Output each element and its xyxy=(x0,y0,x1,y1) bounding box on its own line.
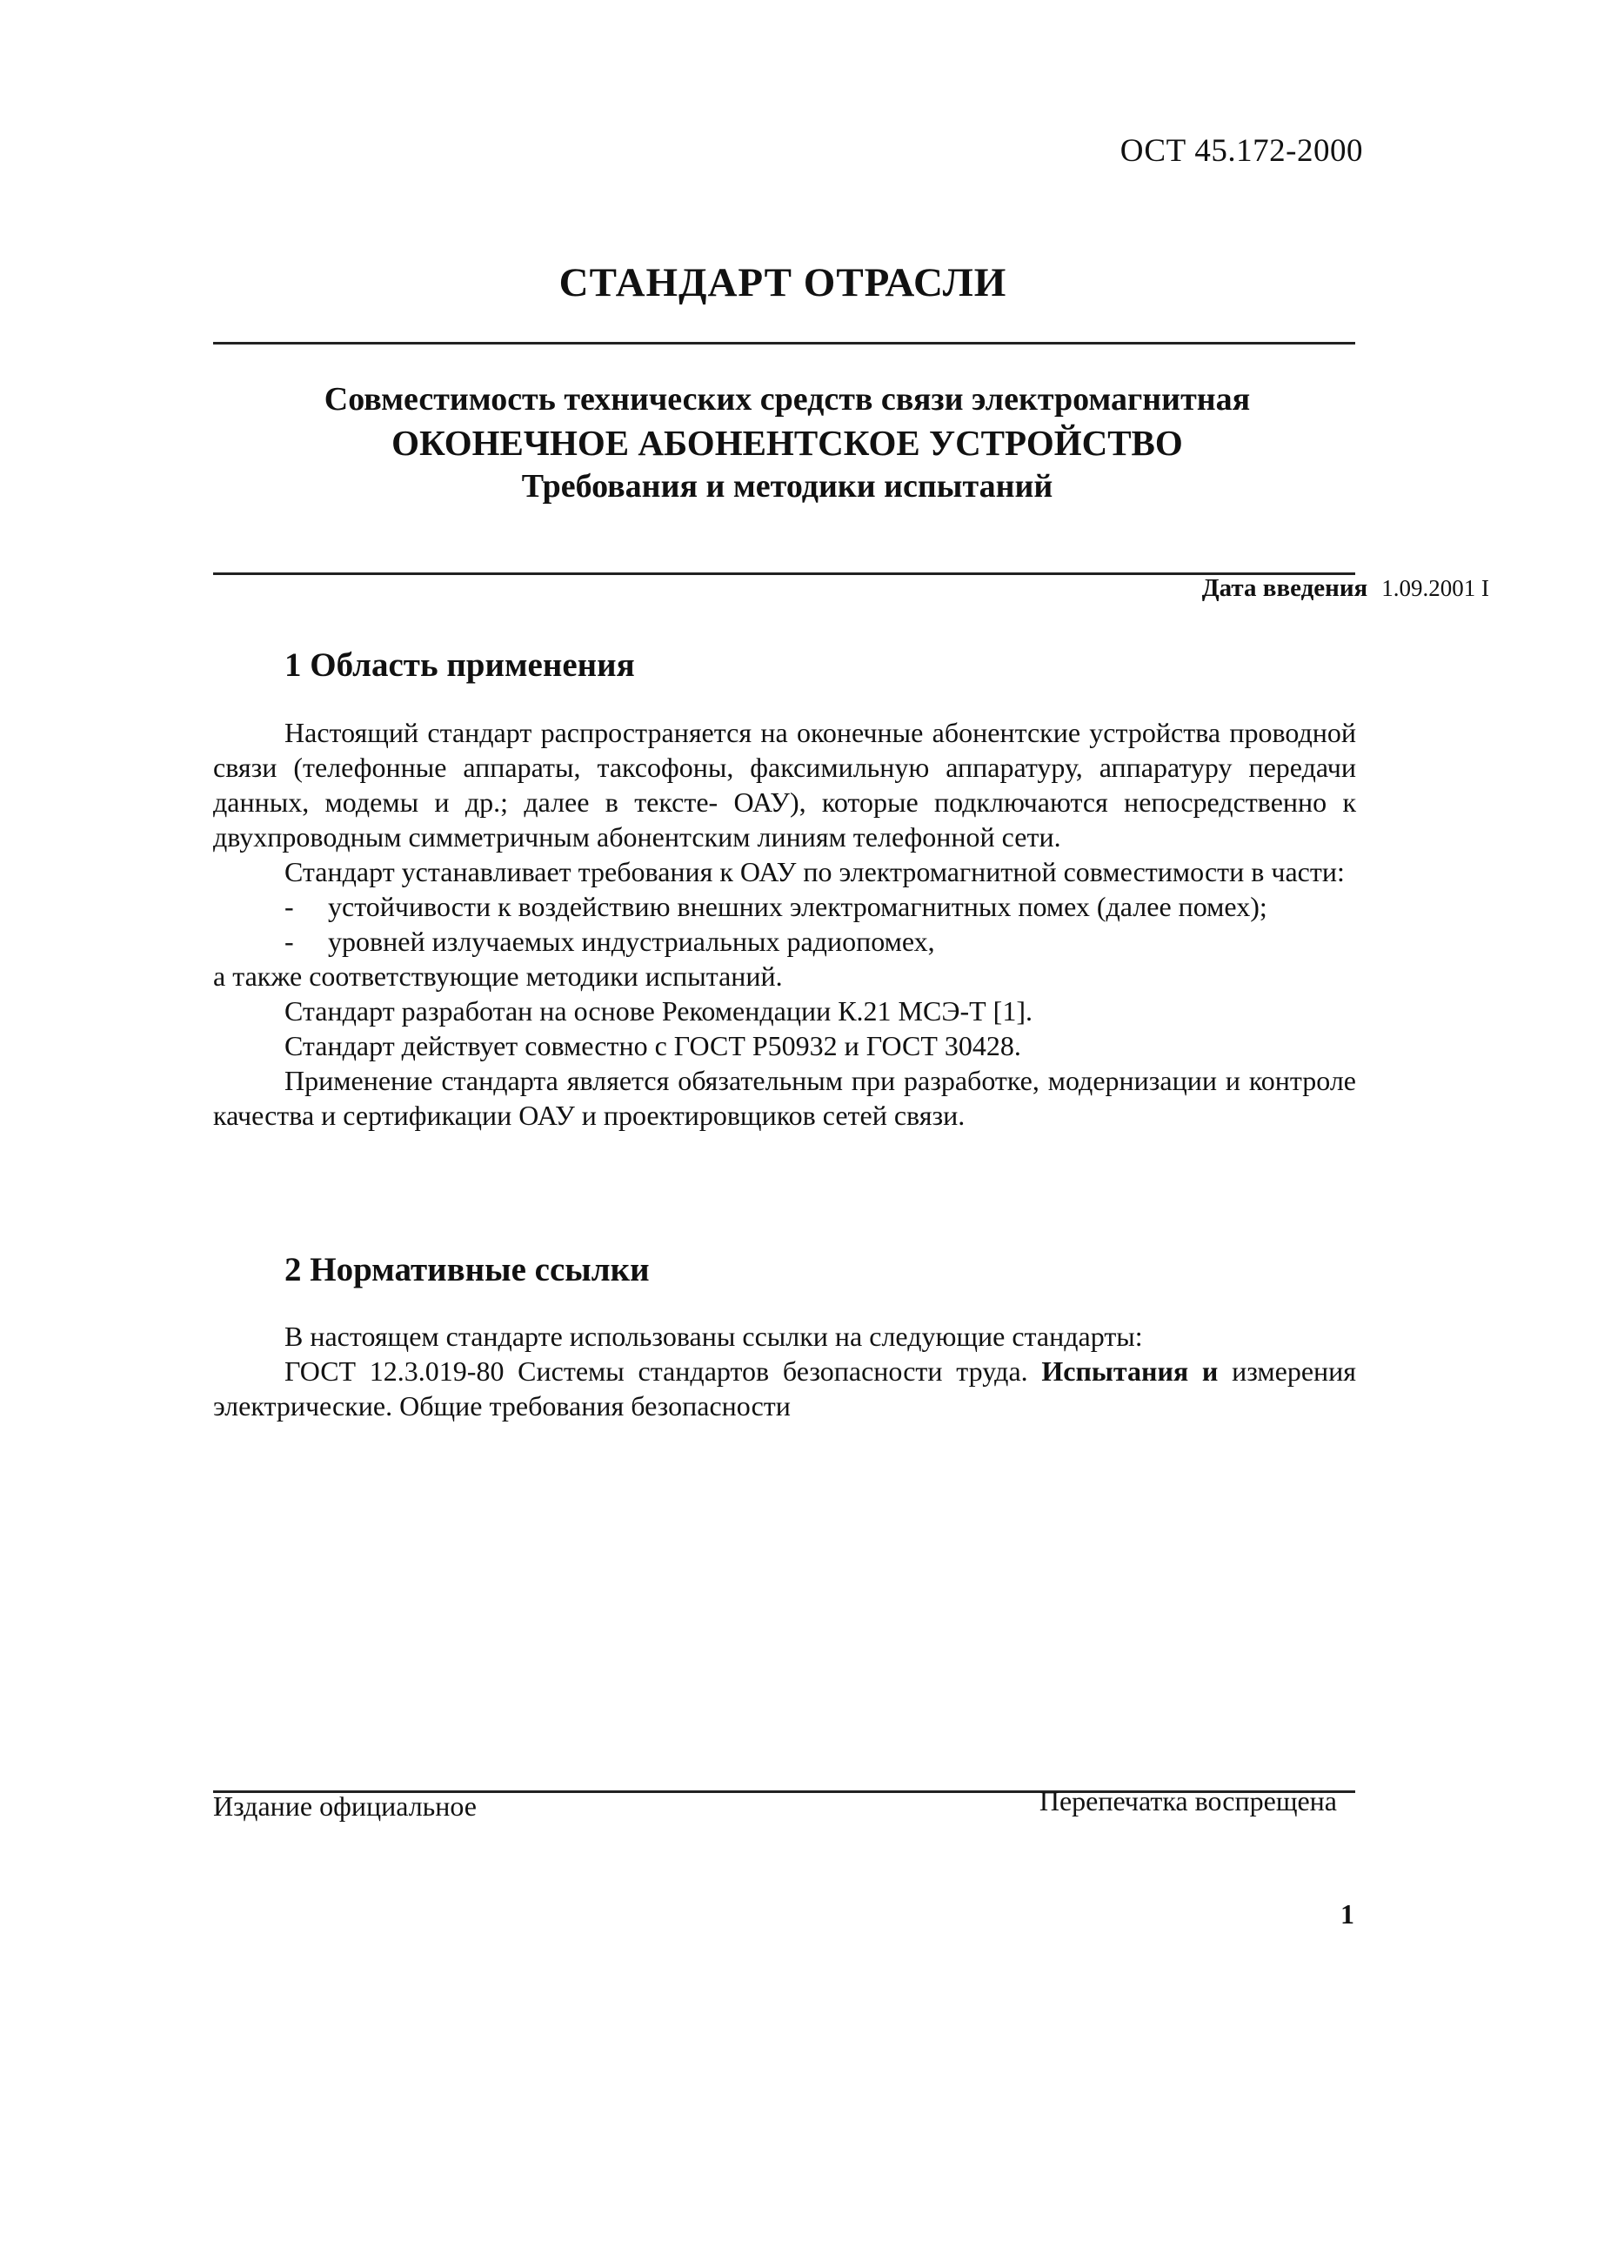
dash-marker: - xyxy=(284,891,294,922)
section-2-body xyxy=(213,1319,1356,1423)
intro-date-label: Дата введения xyxy=(1201,574,1368,602)
title-line-1: Совместимость технических средств связи электромагнитная xyxy=(324,381,1251,418)
title-line-3: Требования и методики испытаний xyxy=(521,468,1053,505)
paragraph: Настоящий стандарт распространяется на оконечные абонентские устройства проводной связи (телефонные аппараты, таксофоны, факсимильную аппаратуру, аппаратуру передачи данных, модемы и др.; далее в тексте- ОАУ), которые подключаются непосредственно к двухпроводным симметричным абонентским линиям телефонной сети. xyxy=(213,717,1356,853)
section-1-heading: 1 Область применения xyxy=(284,646,635,684)
paragraph: Стандарт устанавливает требования к ОАУ по электромагнитной совместимости в части: xyxy=(284,856,1345,887)
list-item xyxy=(213,924,1356,959)
intro-date-value: 1.09.2001 I xyxy=(1381,575,1489,601)
title-line-2: ОКОНЕЧНОЕ АБОНЕНТСКОЕ УСТРОЙСТВО xyxy=(391,423,1183,463)
reference-text: ГОСТ 12.3.019-80 Системы стандартов безопасности труда. xyxy=(284,1355,1028,1387)
paragraph: В настоящем стандарте использованы ссылки на следующие стандарты: xyxy=(284,1321,1143,1352)
reference-entry xyxy=(213,1354,1356,1423)
footer-reprint-notice: Перепечатка воспрещена xyxy=(1039,1785,1337,1816)
paragraph: Стандарт разработан на основе Рекомендации К.21 МСЭ-Т [1]. xyxy=(284,995,1033,1027)
list-item-text: уровней излучаемых индустриальных радиопомех, xyxy=(328,926,935,957)
paragraph: Применение стандарта является обязательным при разработке, модернизации и контроле качества и сертификации ОАУ и проектировщиков сетей связи. xyxy=(213,1065,1356,1131)
paragraph: а также соответствующие методики испытаний. xyxy=(213,960,783,992)
reference-text-cont: измерения электрические. Общие требования безопасности xyxy=(213,1355,1357,1422)
page-number: 1 xyxy=(1340,1898,1354,1930)
list-item-text: устойчивости к воздействию внешних электромагнитных помех (далее помех); xyxy=(328,891,1267,922)
section-2-heading: 2 Нормативные ссылки xyxy=(284,1251,650,1288)
document-code: ОСТ 45.172-2000 xyxy=(1119,133,1363,169)
top-divider xyxy=(213,342,1355,345)
list-item xyxy=(213,889,1356,924)
standard-type-title: СТАНДАРТ ОТРАСЛИ xyxy=(558,260,1007,305)
dash-marker: - xyxy=(284,926,294,957)
intro-date xyxy=(1202,574,1489,603)
section-1-body xyxy=(213,715,1356,1133)
reference-text-bold: Испытания и xyxy=(1041,1355,1219,1387)
footer-official-edition: Издание официальное xyxy=(213,1790,477,1822)
title-divider xyxy=(213,572,1355,575)
document-title xyxy=(0,378,1574,508)
paragraph: Стандарт действует совместно с ГОСТ Р50932 и ГОСТ 30428. xyxy=(284,1030,1021,1061)
